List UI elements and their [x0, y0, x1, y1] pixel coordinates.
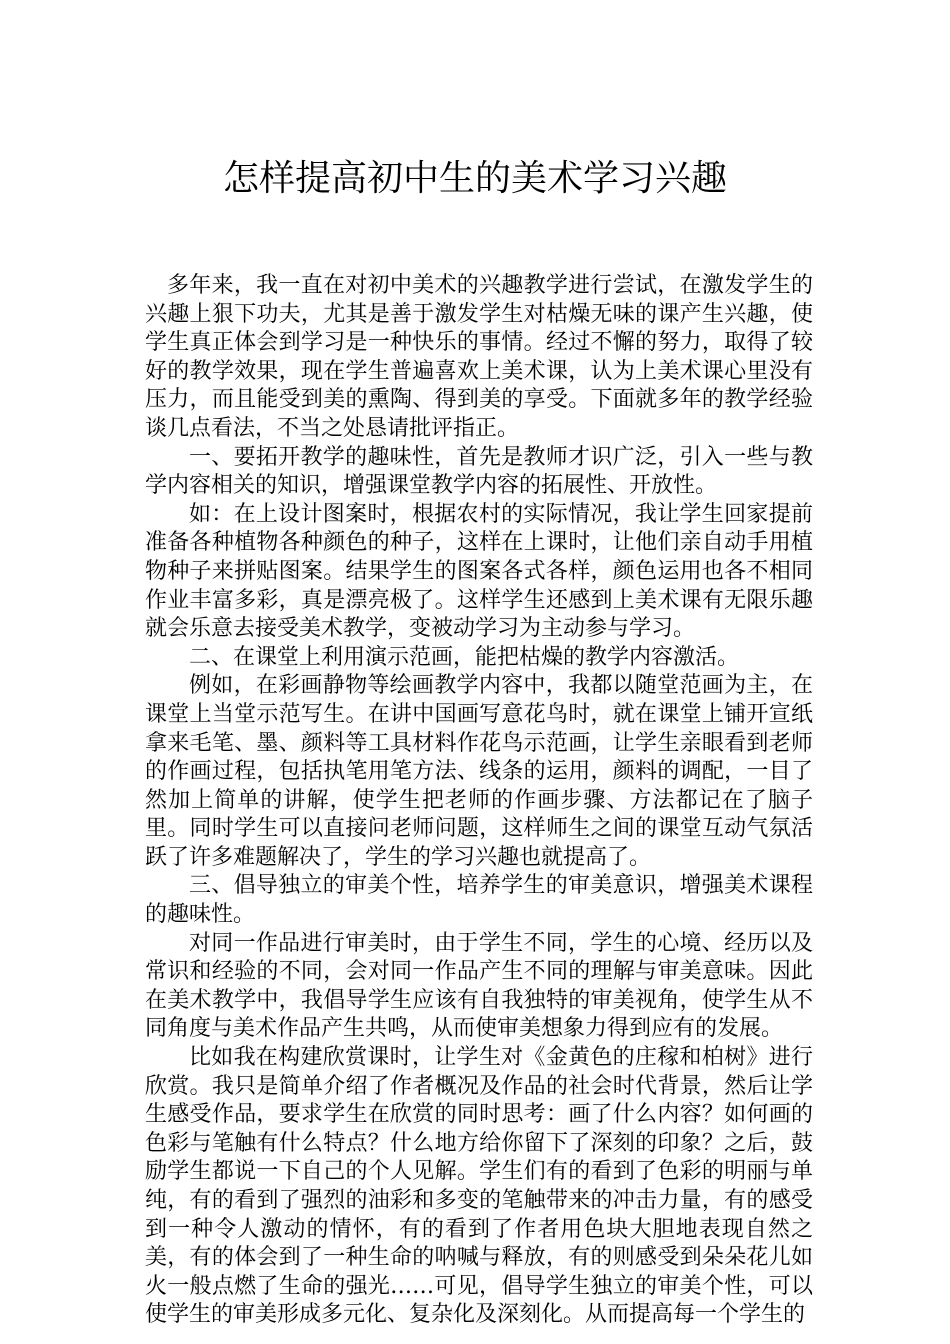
paragraph-intro: 多年来，我一直在对初中美术的兴趣教学进行尝试，在激发学生的兴趣上狠下功夫，尤其是善于激发学生对枯燥无味的课产生兴趣，使学生真正体会到学习是一种快乐的事情。经过不懈的努力，取得了较好的教学效果，现在学生普遍喜欢上美术课，认为上美术课心里没有压力，而且能受到美的熏陶、得到美的享受。下面就多年的教学经验谈几点看法，不当之处恳请批评指正。 — [145, 273, 813, 441]
paragraph-example-appreciation: 比如我在构建欣赏课时，让学生对《金黄色的庄稼和柏树》进行欣赏。我只是简单介绍了作者概况及作品的社会时代背景，然后让学生感受作品，要求学生在欣赏的同时思考：画了什么内容？如何画的色彩与笔触有什么特点？什么地方给你留下了深刻的印象？之后，鼓励学生都说一下自己的个人见解。学生们有的看到了色彩的明丽与单纯，有的看到了强烈的油彩和多变的笔触带来的冲击力量，有的感受到一种令人激动的情怀，有的看到了作者用色块大胆地表现自然之美，有的体会到了一种生命的呐喊与释放，有的则感受到朵朵花儿如火一般点燃了生命的强光……可见，倡导学生独立的审美个性，可以使学生的审美形成多元化、复杂化及深刻化。从而提高每一个学生的 — [145, 1045, 813, 1328]
document-body — [145, 272, 813, 1330]
paragraph-point-three: 三、倡导独立的审美个性，培养学生的审美意识，增强美术课程的趣味性。 — [145, 873, 813, 928]
paragraph-example-demo: 例如，在彩画静物等绘画教学内容中，我都以随堂范画为主，在课堂上当堂示范写生。在讲中国画写意花鸟时，就在课堂上铺开宣纸拿来毛笔、墨、颜料等工具材料作花鸟示范画，让学生亲眼看到老师的作画过程，包括执笔用笔方法、线条的运用，颜料的调配，一目了然加上简单的讲解，使学生把老师的作画步骤、方法都记在了脑子里。同时学生可以直接问老师问题，这样师生之间的课堂互动气氛活跃了许多难题解决了，学生的学习兴趣也就提高了。 — [145, 673, 813, 870]
paragraph-example-seeds: 如：在上设计图案时，根据农村的实际情况，我让学生回家提前准备各种植物各种颜色的种子，这样在上课时，让他们亲自动手用植物种子来拼贴图案。结果学生的图案各式各样，颜色运用也各不相同作业丰富多彩，真是漂亮极了。这样学生还感到上美术课有无限乐趣就会乐意去接受美术教学，变被动学习为主动参与学习。 — [145, 501, 813, 642]
paragraph-point-one: 一、要拓开教学的趣味性，首先是教师才识广泛，引入一些与教学内容相关的知识，增强课堂教学内容的拓展性、开放性。 — [145, 444, 813, 499]
document-title: 怎样提高初中生的美术学习兴趣 — [222, 158, 727, 199]
paragraph-point-two: 二、在课堂上利用演示范画，能把枯燥的教学内容激活。 — [189, 644, 740, 670]
paragraph-aesthetic: 对同一作品进行审美时，由于学生不同，学生的心境、经历以及常识和经验的不同，会对同一作品产生不同的理解与审美意味。因此在美术教学中，我倡导学生应该有自我独特的审美视角，使学生从不同角度与美术作品产生共鸣，从而使审美想象力得到应有的发展。 — [145, 930, 813, 1042]
